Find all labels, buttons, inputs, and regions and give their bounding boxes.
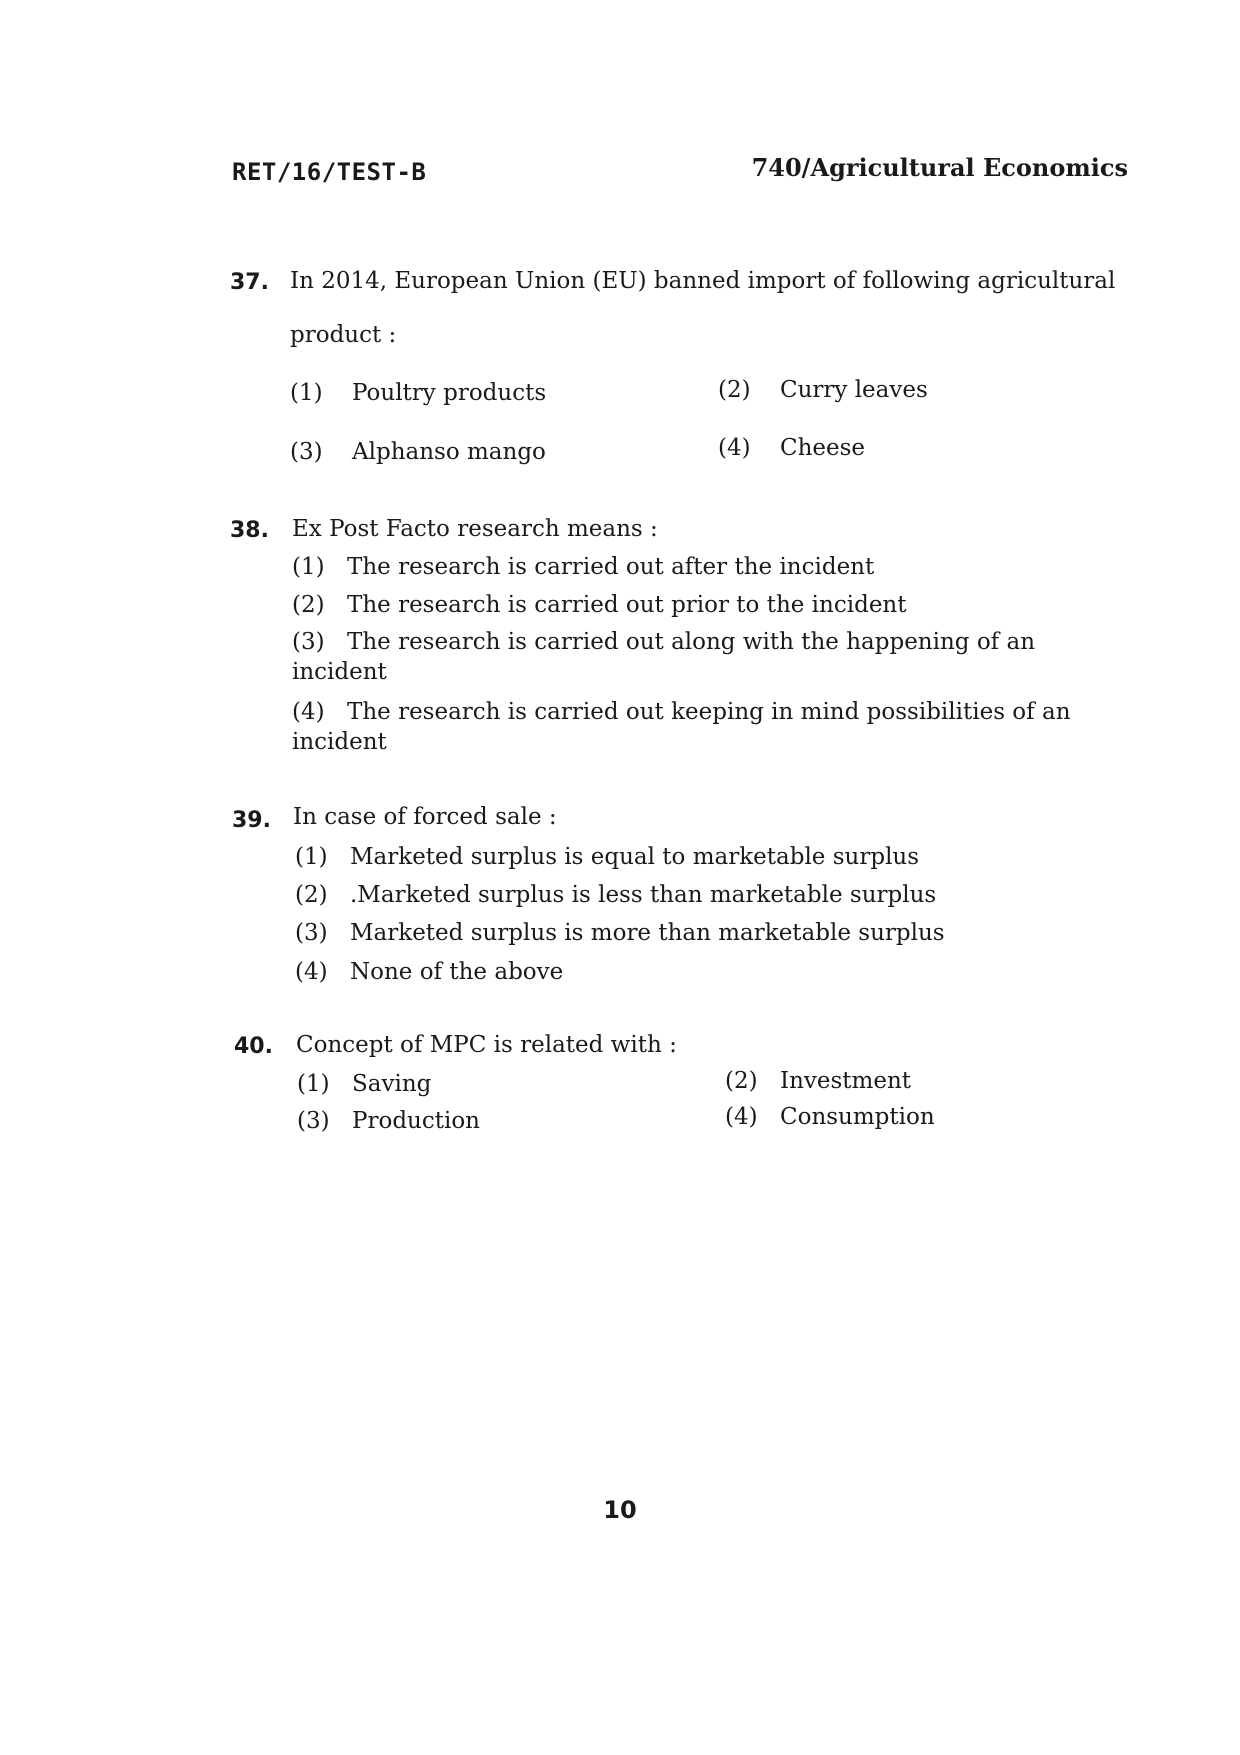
option-2 [725,1066,911,1096]
option-3 [290,437,546,467]
option-number: (4) [292,699,325,725]
question-number: 40. [234,1034,273,1059]
option-number: (1) [290,380,323,406]
option-1 [297,1069,431,1099]
option-number: (4) [725,1104,758,1130]
option-number: (3) [295,920,328,946]
option-text: The research is carried out keeping in mind possibilities of an incident [292,699,1071,755]
question-text-line-2: product : [290,322,397,348]
question-text: Concept of MPC is related with : [296,1032,677,1058]
option-text: Marketed surplus is equal to marketable surplus [350,844,920,870]
option-4 [725,1102,935,1132]
option-1 [290,378,546,408]
option-text: The research is carried out prior to the incident [347,592,907,618]
option-text: Marketed surplus is more than marketable surplus [350,920,945,946]
question-text: Ex Post Facto research means : [292,516,658,542]
question-number: 38. [230,518,269,543]
option-number: (2) [718,377,751,403]
option-3 [292,627,1122,687]
question-text: In case of forced sale : [293,804,557,830]
option-text: Production [352,1108,480,1134]
option-number: (4) [295,959,328,985]
option-number: (1) [292,554,325,580]
option-text: Investment [780,1068,912,1094]
option-text: Saving [352,1071,432,1097]
option-number: (2) [292,592,325,618]
option-text: The research is carried out after the incident [347,554,875,580]
option-number: (1) [295,844,328,870]
header-left: RET/16/TEST-B [232,158,427,186]
option-text: Cheese [780,435,866,461]
option-2 [718,375,928,405]
option-number: (1) [297,1071,330,1097]
option-number: (2) [295,882,328,908]
option-4 [718,433,865,463]
option-2 [295,880,936,910]
option-number: (3) [297,1108,330,1134]
option-text: .Marketed surplus is less than marketable surplus [350,882,937,908]
question-text-line-1: In 2014, European Union (EU) banned import of following agricultural [290,268,1116,294]
header-right: 740/Agricultural Economics [751,153,1128,182]
option-2 [292,590,906,620]
option-text: None of the above [350,959,564,985]
option-1 [295,842,919,872]
page-number: 10 [603,1496,637,1524]
option-1 [292,552,874,582]
option-text: Alphanso mango [352,439,546,465]
question-number: 39. [232,808,271,833]
option-text: Curry leaves [780,377,928,403]
option-number: (2) [725,1068,758,1094]
option-number: (4) [718,435,751,461]
option-4 [292,697,1122,757]
option-text: Consumption [780,1104,935,1130]
option-text: The research is carried out along with the happening of an incident [292,629,1036,685]
option-3 [297,1106,480,1136]
option-number: (3) [292,629,325,655]
option-3 [295,918,945,948]
question-number: 37. [230,270,269,295]
option-text: Poultry products [352,380,547,406]
option-4 [295,957,563,987]
option-number: (3) [290,439,323,465]
